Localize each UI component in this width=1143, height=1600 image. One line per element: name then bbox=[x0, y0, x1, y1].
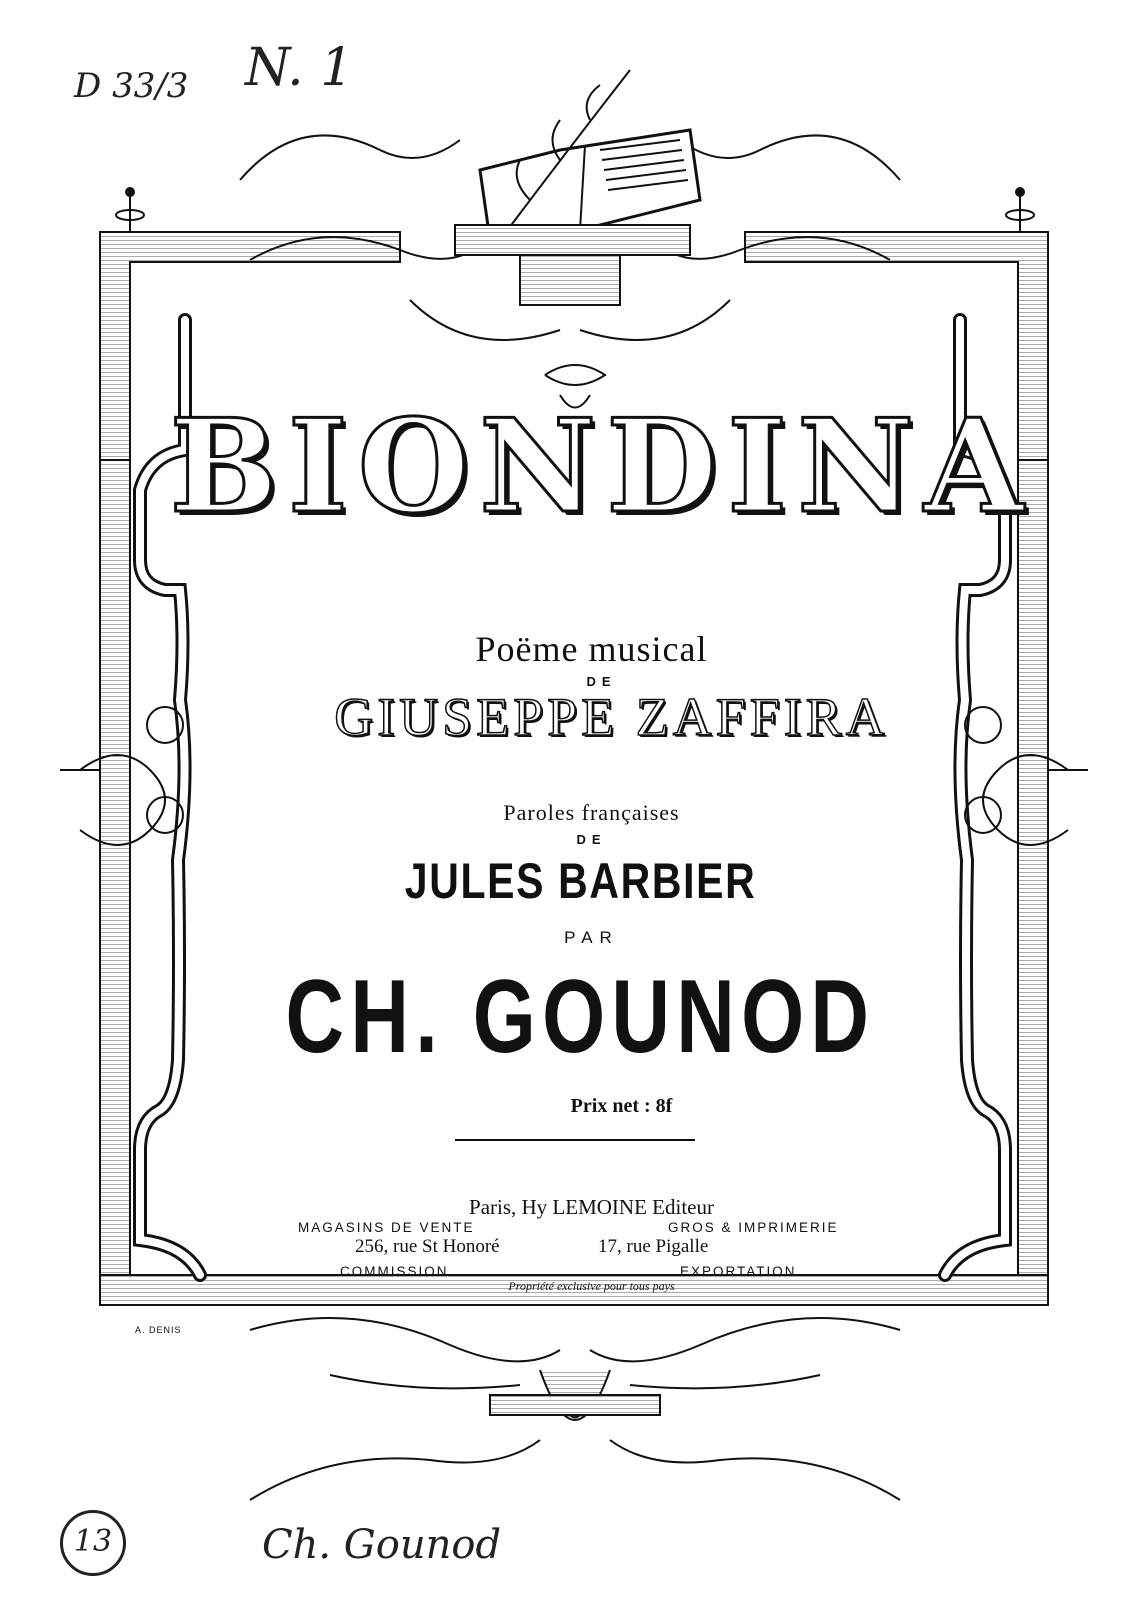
finial-left bbox=[116, 188, 144, 232]
commission-label: COMMISSION bbox=[340, 1264, 449, 1279]
number-handwriting: N. 1 bbox=[245, 38, 354, 98]
title: BIONDINA bbox=[169, 392, 1034, 542]
rights-notice: Propriété exclusive pour tous pays bbox=[508, 1279, 675, 1293]
wholesale-address: 17, rue Pigalle bbox=[598, 1236, 709, 1257]
circled-number-handwriting: 13 bbox=[60, 1510, 126, 1576]
sales-address: 256, rue St Honoré bbox=[355, 1236, 500, 1257]
signature: Ch. Gounod bbox=[262, 1522, 502, 1568]
sales-label: MAGASINS DE VENTE bbox=[298, 1220, 475, 1235]
exportation-label: EXPORTATION bbox=[680, 1264, 797, 1279]
de-label-2: DE bbox=[576, 832, 607, 847]
de-label-1: DE bbox=[586, 674, 617, 689]
par-label: PAR bbox=[564, 928, 619, 947]
finial-right bbox=[1006, 188, 1034, 232]
bottom-ornament bbox=[250, 1318, 900, 1500]
lyricist-name: JULES BARBIER bbox=[404, 853, 757, 909]
subtitle: Poëme musical bbox=[475, 629, 708, 669]
price: Prix net : 8f bbox=[570, 1095, 673, 1117]
lyrics-label: Paroles françaises bbox=[503, 800, 680, 825]
book-laurel-ornament bbox=[240, 70, 900, 340]
composer-name: GIUSEPPE ZAFFIRA bbox=[334, 687, 889, 747]
wholesale-label: GROS & IMPRIMERIE bbox=[668, 1220, 839, 1235]
shelfmark-handwriting: D 33/3 bbox=[74, 66, 189, 106]
arranger-name: CH. GOUNOD bbox=[285, 959, 876, 1075]
engraver-credit: A. DENIS bbox=[135, 1325, 182, 1335]
publisher-line: Paris, Hy LEMOINE Editeur bbox=[469, 1195, 714, 1219]
